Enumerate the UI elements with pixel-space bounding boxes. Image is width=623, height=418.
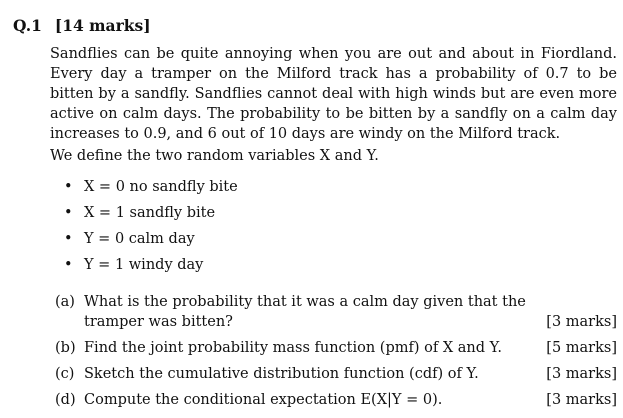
question-intro: Sandflies can be quite annoying when you are out and about in Fiordland. Every day a tramper on the Milford track has a probability of 0.7 to be bitten by a sandfly. Sandflies cannot deal with high winds but are even more active on calm days. The probability to be bitten by a sandfly on a calm day increases to 0.9, and 6 out of 10 days are windy on the Milford track. [50, 46, 617, 142]
question-part-a [55, 292, 617, 332]
question-heading [13, 16, 151, 36]
part-label: (a) [55, 294, 75, 310]
list-item [60, 255, 238, 281]
part-label: (b) [55, 340, 76, 356]
part-text: What is the probability that it was a calm day given that the tramper was bitten? [84, 294, 526, 330]
list-item [60, 229, 238, 255]
part-label: (c) [55, 366, 75, 382]
variable-definition: We define the two random variables X and Y. [50, 148, 379, 164]
question-parts [55, 292, 617, 416]
bullet-icon: • [64, 179, 73, 195]
question-part-c [55, 364, 617, 384]
list-item-text: X = 0 no sandfly bite [84, 179, 238, 195]
part-text: Sketch the cumulative distribution function (cdf) of Y. [84, 366, 479, 382]
part-marks: [5 marks] [546, 340, 617, 356]
bullet-icon: • [64, 231, 73, 247]
variable-list [60, 177, 238, 281]
part-marks: [3 marks] [546, 366, 617, 382]
question-part-d [55, 390, 617, 410]
part-label: (d) [55, 392, 76, 408]
part-marks: [3 marks] [546, 392, 617, 408]
part-marks: [3 marks] [546, 314, 617, 330]
part-text: Find the joint probability mass function (pmf) of X and Y. [84, 340, 502, 356]
list-item [60, 177, 238, 203]
bullet-icon: • [64, 205, 73, 221]
list-item-text: X = 1 sandfly bite [84, 205, 216, 221]
list-item [60, 203, 238, 229]
question-number: Q.1 [13, 16, 42, 35]
question-part-b [55, 338, 617, 358]
bullet-icon: • [64, 257, 73, 273]
part-text: Compute the conditional expectation E(X|Y = 0). [84, 392, 443, 408]
question-total-marks: [14 marks] [54, 16, 151, 35]
list-item-text: Y = 0 calm day [84, 231, 195, 247]
list-item-text: Y = 1 windy day [84, 257, 204, 273]
